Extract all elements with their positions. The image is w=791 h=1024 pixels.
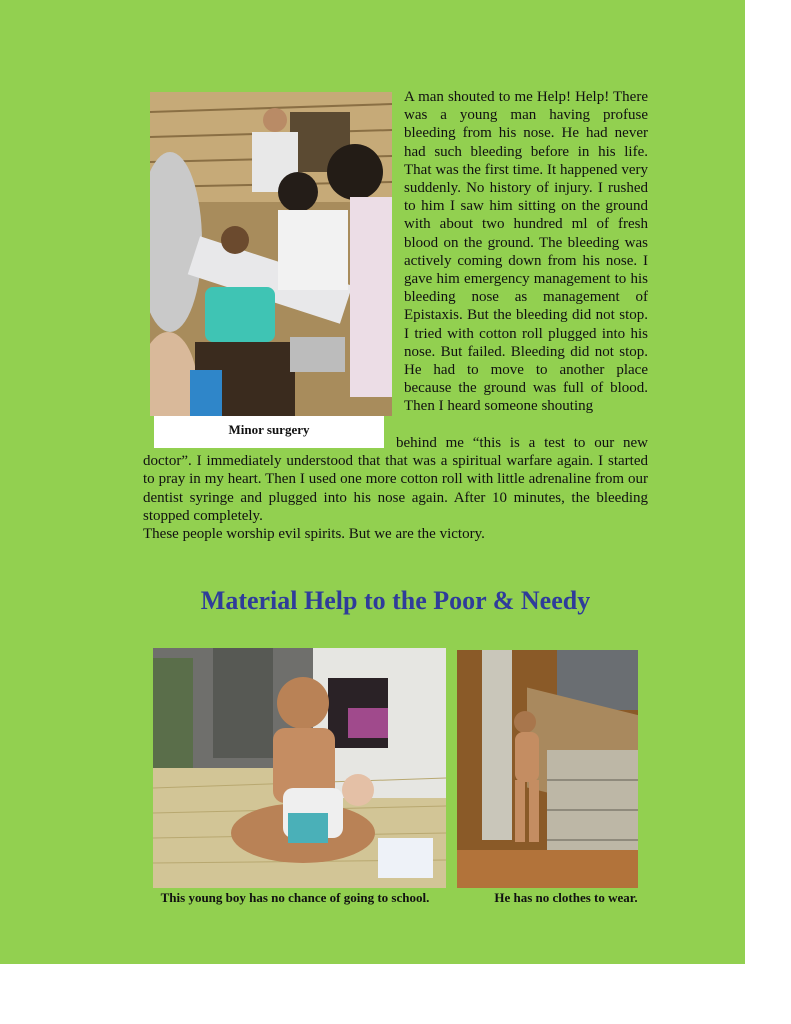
- young-boy-caption: This young boy has no chance of going to school.: [160, 890, 430, 905]
- article-closing-line: These people worship evil spirits. But we are the victory.: [143, 526, 485, 543]
- minor-surgery-photo: [150, 92, 392, 416]
- child-photo: [457, 650, 638, 888]
- article-body-continued: [143, 434, 648, 543]
- section-heading: Material Help to the Poor & Needy: [200, 586, 591, 615]
- article-paragraph-continued: behind me “this is a test to our new doctor”. I immediately understood that that was a spiritual warfare again. I started to pray in my heart. Then I used one more cotton roll with little adrenaline from our dentist syringe and plugged into his nose again. After 10 minutes, the bleeding stopped completely.: [143, 435, 648, 524]
- minor-surgery-caption: Minor surgery: [228, 422, 310, 437]
- child-caption: He has no clothes to wear.: [494, 890, 638, 905]
- young-boy-photo: [153, 648, 446, 888]
- article-paragraph-top: A man shouted to me Help! Help! There was a young man having profuse bleeding from his nose. He had never had such bleeding before in his life. That was the first time. It happened very suddenly. No history of injury. I rushed to him I saw him sitting on the ground with about two hundred ml of fresh blood on the ground. The bleeding was actively coming down from his nose. I gave him emergency management to his bleeding nose as management of Epistaxis. But the bleeding did not stop. I tried with cotton roll plugged into his nose. But failed. Bleeding did not stop. He had to move to another place because the ground was full of blood. Then I heard someone shouting: [404, 89, 648, 415]
